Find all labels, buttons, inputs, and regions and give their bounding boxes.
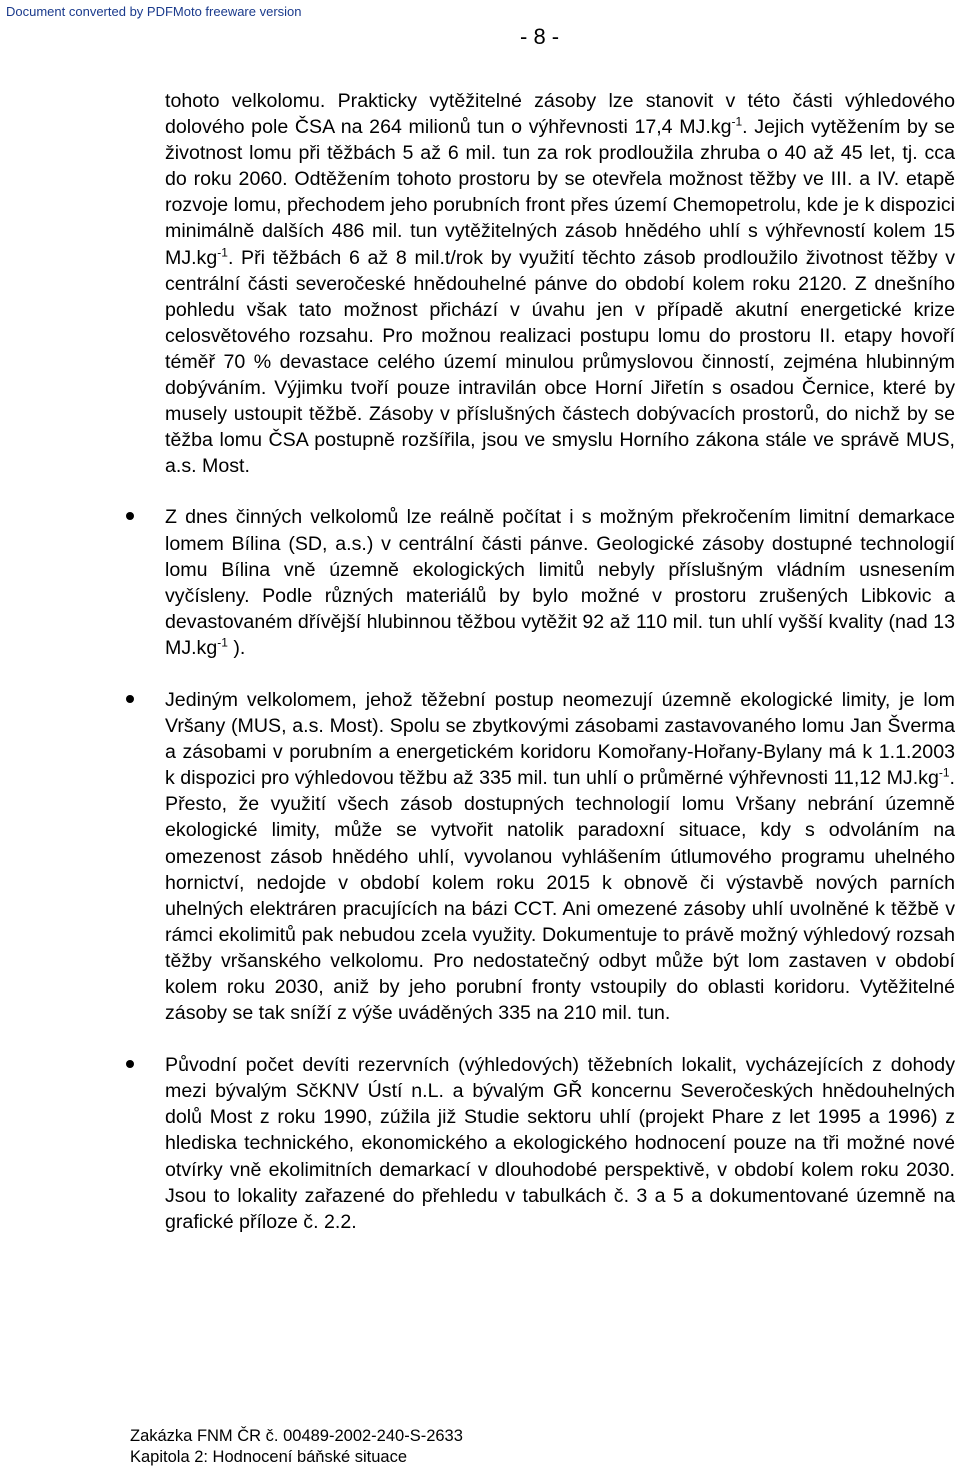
list-item: [165, 504, 955, 661]
footer-contract-line: Zakázka FNM ČR č. 00489-2002-240-S-2633: [130, 1427, 463, 1445]
bullet-icon: [126, 1060, 134, 1068]
intro-text-b: . Jejich vytěžením by se životnost lomu při těžbách 5 až 6 mil. tun za rok prodloužila zhruba o 40 až 45 let, tj. cca do roku 2060. Odtěžením tohoto prostoru by se otevřela možnost těžby ve III. a IV. etapě rozvoje lomu, přechodem jeho porubních front přes území Chemopetrolu, kde je k dispozici minimálně dalších 486 mil. tun vytěžitelných zásob hnědého uhlí s výhřevností kolem 15 MJ.kg: [165, 116, 955, 269]
footer-chapter-line: Kapitola 2: Hodnocení báňské situace: [130, 1448, 408, 1466]
list-item: [165, 687, 955, 1026]
bullet-paragraph-3: [165, 1052, 955, 1235]
page-footer: [130, 1426, 463, 1468]
bullet2-superscript: -1: [938, 765, 950, 780]
bullet1-text-a: Z dnes činných velkolomů lze reálně počítat i s možným překročením limitní demarkace lomem Bílina (SD, a.s.) v centrální části pánve. Geologické zásoby dostupné technologií lomu Bílina vně územně ekologických limitů nebyly příslušným vládním usnesením vyčísleny. Podle různých materiálů by bylo možné v prostoru zrušených Libkovic a devastovaném dřívější hlubinnou těžbou vytěžit 92 až 110 mil. tun uhlí vyšší kvality (nad 13 MJ.kg: [165, 506, 955, 659]
bullet-icon: [126, 695, 134, 703]
page-number: - 8 -: [520, 24, 560, 49]
intro-superscript-b: -1: [217, 245, 228, 260]
bullet-icon: [126, 512, 134, 520]
document-body: [165, 88, 955, 1235]
bullet2-text-a: Jediným velkolomem, jehož těžební postup neomezují územně ekologické limity, je lom Vršany (MUS, a.s. Most). Spolu se zbytkovými zásobami zastavovaného lomu Jan Šverma a zásobami v porubním a energetickém koridoru Komořany-Hořany-Bylany má k 1.1.2003 k dispozici pro výhledovou těžbu až 335 mil. tun uhlí o průměrné výhřevnosti 11,12 MJ.kg: [165, 688, 955, 790]
intro-text-a: tohoto velkolomu. Prakticky vytěžitelné zásoby lze stanovit v této části výhledového dolového pole ČSA na 264 milionů tun o výhřevnosti 17,4 MJ.kg: [165, 90, 955, 139]
list-item: [165, 1052, 955, 1235]
bullet-paragraph-2: [165, 687, 955, 1026]
intro-paragraph: [165, 88, 955, 479]
bullet3-text-a: Původní počet devíti rezervních (výhledových) těžebních lokalit, vycházejících z dohody mezi bývalým SčKNV Ústí n.L. a bývalým GŘ koncernu Severočeských hnědouhelných dolů Most z roku 1990, zúžila již Studie sektoru uhlí (projekt Phare z let 1995 a 1996) z hlediska technického, ekonomického a ekologického hodnocení pouze na tři možné nové otvírky vně ekolimitních demarkací v dlouhodobé perspektivě, v období kolem roku 2030. Jsou to lokality zařazené do přehledu v tabulkách č. 3 a 5 a dokumentované územně na grafické příloze č. 2.2.: [165, 1054, 955, 1233]
bullet2-text-b: . Přesto, že využití všech zásob dostupných technologií lomu Vršany nebrání územně ekologické limity, může se vytvořit natolik paradoxní situace, kdy s odvoláním na omezenost zásob hnědého uhlí, vyvolanou vyhlášením útlumového programu uhelného hornictví, nedojde v období kolem roku 2015 k obnově či výstavbě nových parních uhelných elektráren pracujících na bázi CCT. Ani omezené zásoby uhlí uvolněné k těžbě v rámci ekolimitů pak nebudou zcela využity. Dokumentuje to právě možný výhledový rozsah těžby vršanského velkolomu. Pro nedostatečný odbyt může být lom zastaven v období kolem roku 2030, aniž by jeho porubní fronty vstoupily do oblasti koridoru. Vytěžitelné zásoby se tak sníží z výše uváděných 335 na 210 mil. tun.: [165, 767, 955, 1025]
intro-superscript-a: -1: [731, 114, 743, 129]
bullet1-superscript: -1: [217, 635, 228, 650]
watermark-text: Document converted by PDFMoto freeware version: [6, 4, 302, 19]
bullet-paragraph-1: [165, 504, 955, 661]
intro-text-c: . Při těžbách 6 až 8 mil.t/rok by využití těchto zásob prodloužilo životnost těžby v centrální části severočeské hnědouhelné pánve do období kolem roku 2120. Z dnešního pohledu však tato možnost přichází v úvahu jen v případě akutní energetické krize celosvětového rozsahu. Pro možnou realizaci postupu lomu do prostoru II. etapy hovoří téměř 70 % devastace celého území minulou průmyslovou činností, zejména hlubinným dobýváním. Výjimku tvoří pouze intravilán obce Horní Jiřetín s osadou Černice, které by musely ustoupit těžbě. Zásoby v příslušných částech dobývacích prostorů, do nichž by se těžba lomu ČSA postupně rozšířila, jsou ve smyslu Horního zákona stále ve správě MUS, a.s. Most.: [165, 246, 955, 478]
bullet1-text-b: ).: [227, 636, 246, 659]
